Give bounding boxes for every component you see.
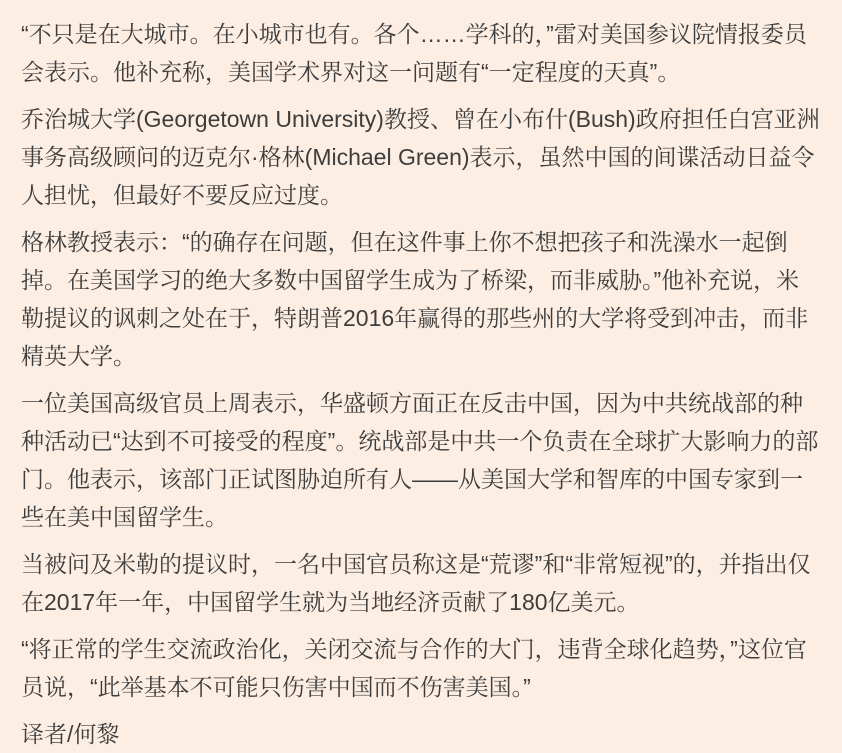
article-paragraph-green-intro: 乔治城大学(Georgetown University)教授、曾在小布什(Bush)政府担任白宫亚洲事务高级顾问的迈克尔·格林(Michael Green)表示，虽然中国的间谍活动日益令人担忧，但最好不要反应过度。: [21, 106, 820, 208]
article-paragraph-quote-rae: “不只是在大城市。在小城市也有。各个……学科的，”雷对美国参议院情报委员会表示。他补充称，美国学术界对这一问题有“一定程度的天真”。: [21, 21, 807, 85]
article-paragraph-us-official: 一位美国高级官员上周表示，华盛顿方面正在反击中国，因为中共统战部的种种活动已“达到不可接受的程度”。统战部是中共一个负责在全球扩大影响力的部门。他表示，该部门正试图胁迫所有人——从美国大学和智库的中国专家到一些在美中国留学生。: [21, 390, 819, 530]
article-paragraph-green-quote: 格林教授表示：“的确存在问题，但在这件事上你不想把孩子和洗澡水一起倒掉。在美国学习的绝大多数中国留学生成为了桥梁，而非威胁。”他补充说，米勒提议的讽刺之处在于，特朗普2016年赢得的那些州的大学将受到冲击，而非精英大学。: [21, 229, 809, 369]
article-paragraph-closing-quote: “将正常的学生交流政治化，关闭交流与合作的大门，违背全球化趋势，”这位官员说，“此举基本不可能只伤害中国而不伤害美国。”: [21, 636, 807, 700]
translator-credit: 译者/何黎: [21, 721, 120, 747]
article-paragraph-china-official: 当被问及米勒的提议时，一名中国官员称这是“荒谬”和“非常短视”的，并指出仅在2017年一年，中国留学生就为当地经济贡献了180亿美元。: [21, 551, 811, 615]
